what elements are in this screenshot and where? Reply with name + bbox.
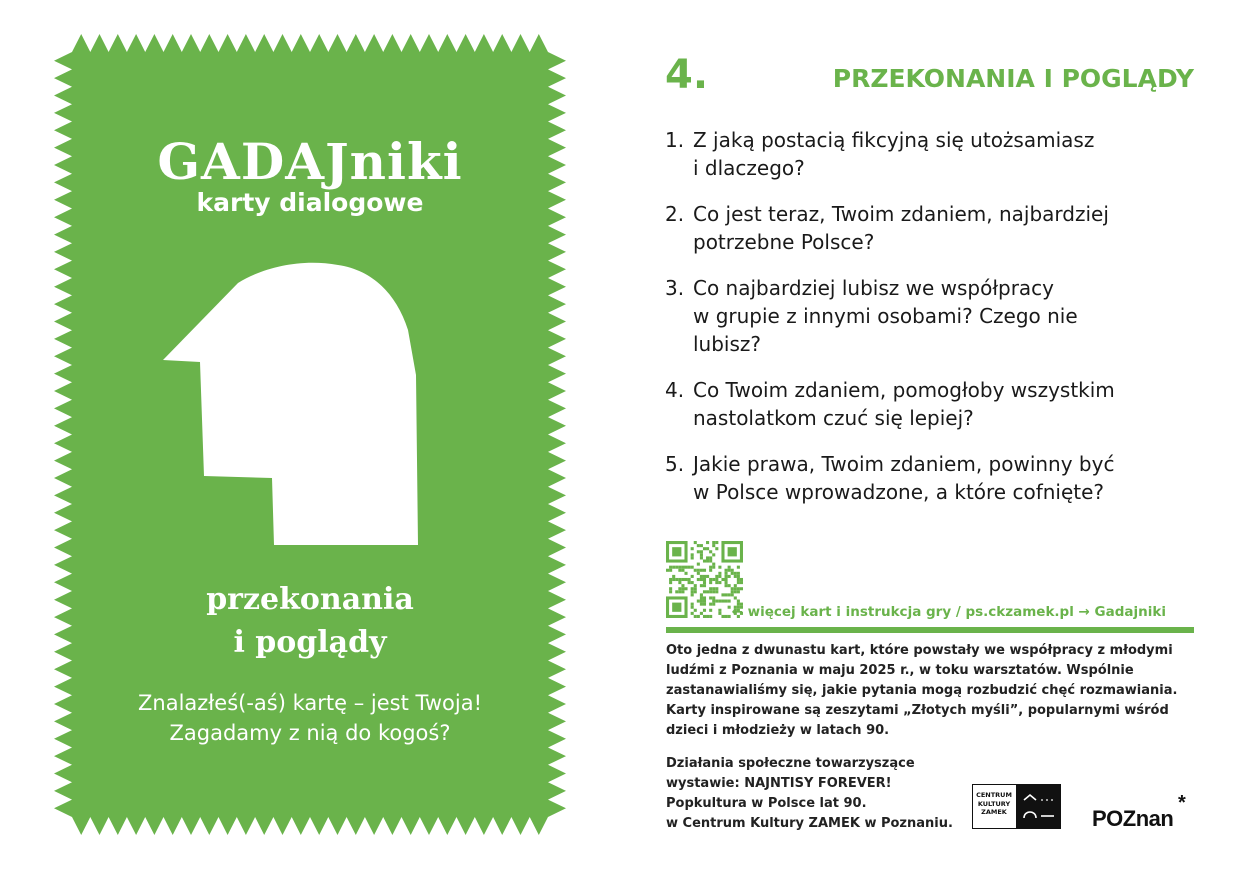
question-item — [665, 200, 1205, 256]
question-line: potrzebne Polsce? — [693, 230, 875, 254]
question-text — [693, 200, 1205, 256]
question-line: Jakie prawa, Twoim zdaniem, powinny być — [693, 452, 1115, 476]
poznan-logo-text: POZnan — [1092, 806, 1174, 831]
question-number: 4. — [665, 378, 685, 402]
exhibit-info — [666, 754, 966, 834]
question-line: nastolatkom czuć się lepiej? — [693, 406, 974, 430]
project-description — [666, 641, 1194, 741]
description-line: Karty inspirowane są zeszytami „Złotych myśli”, popularnymi wśród — [666, 703, 1169, 718]
centrum-kultury-zamek-logo — [972, 784, 1062, 834]
card-subtitle: karty dialogowe — [196, 188, 424, 217]
question-line: w Polsce wprowadzone, a które cofnięte? — [693, 480, 1105, 504]
question-line: Z jaką postacią fikcyjną się utożsamiasz — [693, 128, 1095, 152]
card-note-line2: Zagadamy z nią do kogoś? — [169, 721, 451, 745]
question-item — [665, 274, 1205, 358]
question-line: i dlaczego? — [693, 156, 805, 180]
card-topic-line2: i poglądy — [233, 625, 387, 660]
topic-heading: PRZEKONANIA I POGLĄDY — [832, 64, 1194, 93]
zamek-logo-line: ZAMEK — [981, 808, 1007, 816]
zamek-logo-text — [972, 791, 1016, 817]
poznan-logo — [1092, 792, 1186, 832]
exhibit-line: wystawie: NAJNTISY FOREVER! — [666, 776, 892, 791]
question-list — [665, 126, 1205, 524]
question-text — [693, 274, 1205, 358]
exhibit-line: Popkultura w Polsce lat 90. — [666, 796, 867, 811]
poznan-star-icon: * — [1178, 792, 1186, 814]
card-topic-line1: przekonania — [206, 582, 414, 617]
description-line: Oto jedna z dwunastu kart, które powstały we współpracy z młodymi — [666, 643, 1173, 658]
description-line: dzieci i młodzieży w latach 90. — [666, 723, 890, 738]
card-title: GADAJniki — [157, 132, 463, 191]
question-number: 2. — [665, 202, 685, 226]
question-number: 5. — [665, 452, 685, 476]
question-item — [665, 450, 1205, 506]
card-topic — [0, 578, 620, 664]
question-line: Co Twoim zdaniem, pomogłoby wszystkim — [693, 378, 1115, 402]
question-number: 3. — [665, 276, 685, 300]
question-item — [665, 376, 1205, 432]
card-note — [0, 688, 620, 748]
description-line: ludźmi z Poznania w maju 2025 r., w toku warsztatów. Wspólnie — [666, 663, 1134, 678]
question-line: lubisz? — [693, 332, 762, 356]
zamek-logo-line: KULTURY — [977, 799, 1011, 808]
card-note-line1: Znalazłeś(-aś) kartę – jest Twoja! — [138, 691, 482, 715]
exhibit-line: Działania społeczne towarzyszące — [666, 756, 915, 771]
question-line: w grupie z innymi osobami? Czego nie — [693, 304, 1078, 328]
question-text — [693, 126, 1205, 182]
question-text — [693, 376, 1205, 432]
card-number: 4. — [665, 52, 709, 98]
description-line: zastanawialiśmy się, jakie pytania mogą rozbudzić chęć rozmawiania. — [666, 683, 1178, 698]
question-item — [665, 126, 1205, 182]
question-line: Co najbardziej lubisz we współpracy — [693, 276, 1055, 300]
question-text — [693, 450, 1205, 506]
divider — [666, 627, 1194, 633]
zamek-logo-line: CENTRUM — [976, 791, 1012, 799]
exhibit-line: w Centrum Kultury ZAMEK w Poznaniu. — [666, 816, 953, 831]
more-cards-link[interactable]: ← więcej kart i instrukcja gry / ps.ckzamek.pl → Gadajniki — [731, 604, 1166, 620]
question-number: 1. — [665, 128, 685, 152]
question-line: Co jest teraz, Twoim zdaniem, najbardziej — [693, 202, 1109, 226]
